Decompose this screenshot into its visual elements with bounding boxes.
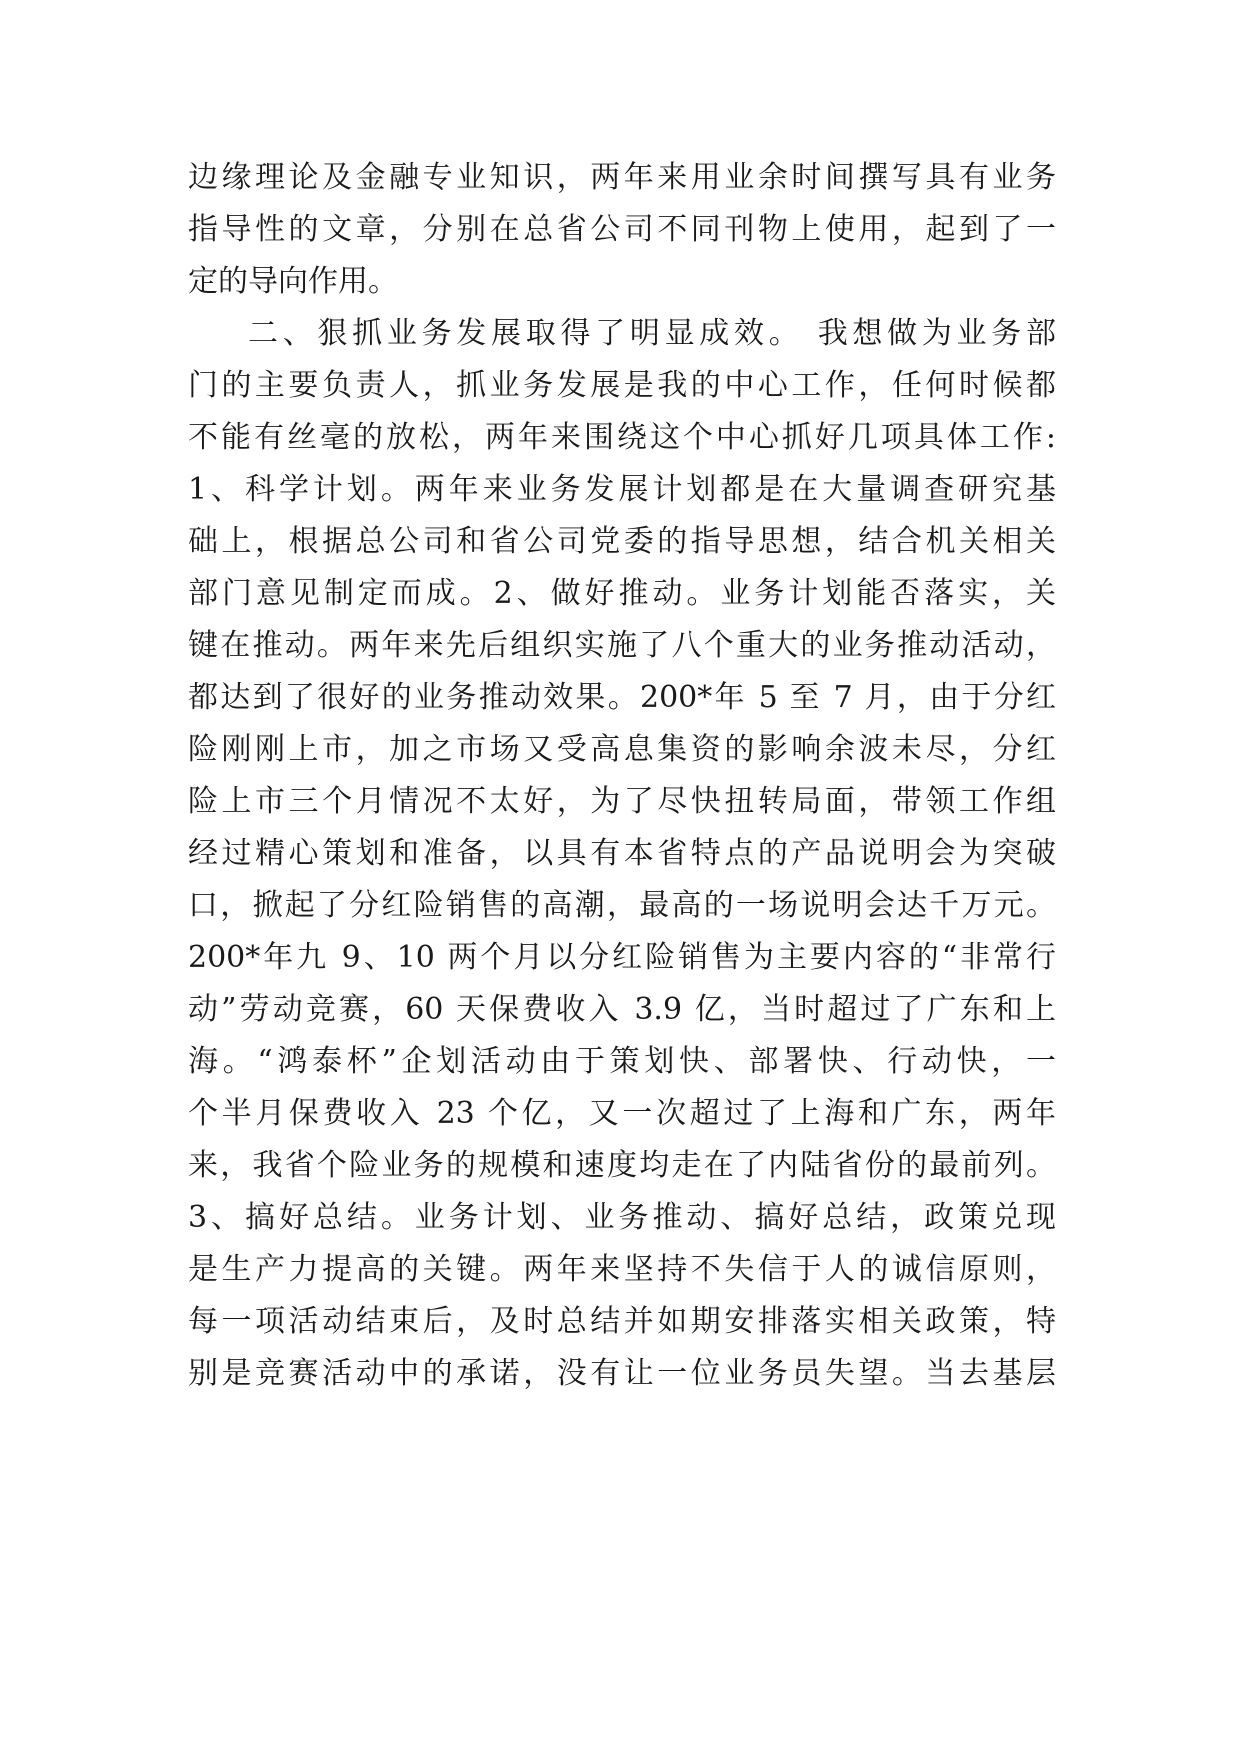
text-line: 指导性的文章，分别在总省公司不同刊物上使用，起到了一 — [188, 212, 1056, 247]
text-line: 1、科学计划。两年来业务发展计划都是在大量调查研究基 — [188, 472, 1056, 507]
text-line: 来，我省个险业务的规模和速度均走在了内陆省份的最前列。 — [188, 1148, 1056, 1183]
text-line: 边缘理论及金融专业知识，两年来用业余时间撰写具有业务 — [188, 160, 1056, 195]
text-line: 动”劳动竞赛，60 天保费收入 3.9 亿，当时超过了广东和上 — [188, 992, 1056, 1027]
text-line: 口，掀起了分红险销售的高潮，最高的一场说明会达千万元。 — [188, 888, 1056, 923]
text-line: 定的导向作用。 — [188, 264, 398, 299]
text-line: 键在推动。两年来先后组织实施了八个重大的业务推动活动， — [188, 628, 1056, 663]
text-line: 每一项活动结束后，及时总结并如期安排落实相关政策，特 — [188, 1304, 1056, 1339]
text-line: 础上，根据总公司和省公司党委的指导思想，结合机关相关 — [188, 524, 1056, 559]
body-text — [188, 152, 1056, 1400]
text-line: 不能有丝毫的放松，两年来围绕这个中心抓好几项具体工作: — [188, 420, 1056, 455]
text-line: 是生产力提高的关键。两年来坚持不失信于人的诚信原则， — [188, 1252, 1056, 1287]
text-line: 个半月保费收入 23 个亿，又一次超过了上海和广东，两年 — [188, 1096, 1056, 1131]
text-line: 海。“鸿泰杯”企划活动由于策划快、部署快、行动快，一 — [188, 1044, 1056, 1079]
text-line: 别是竞赛活动中的承诺，没有让一位业务员失望。当去基层 — [188, 1356, 1056, 1391]
text-line: 部门意见制定而成。2、做好推动。业务计划能否落实，关 — [188, 576, 1056, 611]
text-line: 险刚刚上市，加之市场又受高息集资的影响余波未尽，分红 — [188, 732, 1056, 767]
text-line: 3、搞好总结。业务计划、业务推动、搞好总结，政策兑现 — [188, 1200, 1056, 1235]
section-heading-line: 二、狠抓业务发展取得了明显成效。 我想做为业务部 — [248, 316, 1056, 351]
text-line: 险上市三个月情况不太好，为了尽快扭转局面，带领工作组 — [188, 784, 1056, 819]
text-line: 200*年九 9、10 两个月以分红险销售为主要内容的“非常行 — [188, 940, 1056, 975]
text-line: 门的主要负责人，抓业务发展是我的中心工作，任何时候都 — [188, 368, 1056, 403]
text-line: 都达到了很好的业务推动效果。200*年 5 至 7 月，由于分红 — [188, 680, 1056, 715]
text-line: 经过精心策划和准备，以具有本省特点的产品说明会为突破 — [188, 836, 1056, 871]
